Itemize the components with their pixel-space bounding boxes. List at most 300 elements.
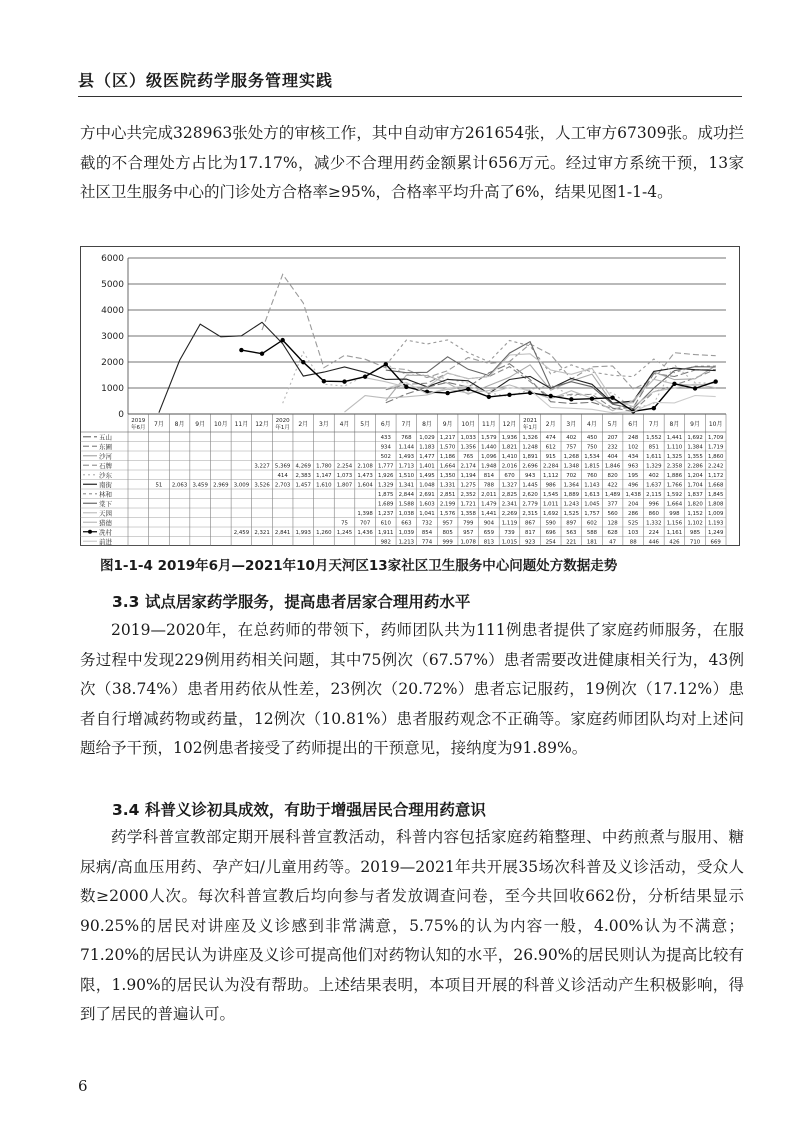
series-marker-冼村 (487, 395, 491, 399)
x-tick-label: 7月 (401, 421, 412, 428)
x-tick-label: 10月 (461, 421, 476, 428)
series-marker-冼村 (610, 395, 614, 399)
legend-label: 冼村 (99, 528, 112, 537)
data-label: 2,844 (398, 492, 415, 499)
series-marker-冼村 (466, 387, 470, 391)
data-label: 2,286 (687, 463, 703, 470)
data-label: 3,526 (254, 482, 270, 489)
data-label: 1,846 (604, 463, 621, 470)
data-label: 404 (607, 454, 618, 461)
y-tick-label: 0 (118, 410, 124, 420)
data-label: 1,410 (501, 454, 518, 461)
x-tick-label: 7月 (154, 421, 164, 428)
series-marker-冼村 (590, 397, 594, 401)
paragraph-2: 2019—2020年，在总药师的带领下，药师团队共为111例患者提供了家庭药师服务，在服务过程中发现229例用药相关问题，其中75例次（67.57%）患者需要改进健康相关行为，43例次（38.74%）患者用药依从性差，23例次（20.72%）患者忘记服药，19例次（17.12%）患者自行增减药物或药量，12例次（10.81%）患者服药观念不正确等。家庭药师团队均对上述问题给予干预，102例患者接受了药师提出的干预意见，接纳度为91.89%。 (80, 621, 744, 757)
x-tick-label: 3月 (318, 421, 329, 428)
data-label: 2,383 (295, 473, 311, 480)
y-tick-label: 1000 (101, 384, 124, 394)
data-label: 1,143 (584, 482, 600, 489)
data-label: 814 (483, 473, 495, 480)
data-label: 957 (463, 530, 474, 537)
data-label: 1,510 (398, 473, 415, 480)
x-tick-label: 年1月 (522, 425, 538, 431)
x-tick-label: 8月 (669, 421, 680, 428)
x-tick-label: 10月 (213, 421, 228, 428)
data-label: 760 (586, 473, 598, 480)
y-tick-label: 2000 (101, 358, 124, 368)
header-rule (78, 96, 742, 97)
data-label: 1,401 (419, 463, 435, 470)
data-label: 750 (586, 444, 598, 451)
data-label: 1,213 (398, 539, 415, 546)
data-label: 1,436 (357, 530, 373, 537)
paragraph-1: 方中心共完成328963张处方的审核工作，其中自动审方261654张，人工审方67309张。成功拦截的不合理处方占比为17.17%，减少不合理用药金额累计656万元。经过审方系统干预，13家社区卫生服务中心的门诊处方合格率≥95%，合格率平均升高了6%，结果见图1-1-4。 (80, 124, 744, 201)
data-label: 904 (483, 520, 495, 527)
data-label: 985 (689, 530, 701, 537)
data-label: 867 (524, 520, 536, 527)
data-label: 1,248 (522, 444, 538, 451)
data-label: 739 (504, 530, 515, 537)
data-label: 1,588 (398, 501, 415, 508)
data-label: 702 (566, 473, 577, 480)
data-label: 2,254 (336, 463, 353, 470)
x-tick-label: 2019 (131, 418, 146, 424)
data-label: 2,174 (460, 463, 476, 470)
data-label: 757 (566, 444, 577, 451)
data-label: 47 (609, 539, 617, 546)
data-label: 1,119 (501, 520, 518, 527)
series-marker-冼村 (549, 394, 553, 398)
data-label: 943 (524, 473, 536, 480)
data-label: 1,039 (398, 530, 415, 537)
x-tick-label: 9月 (690, 421, 700, 428)
data-label: 204 (628, 501, 639, 508)
data-label: 102 (628, 444, 639, 451)
series-marker-冼村 (693, 386, 697, 390)
data-label: 1,479 (481, 501, 497, 508)
legend-label: 棠下 (99, 500, 112, 508)
data-label: 805 (442, 530, 453, 537)
data-label: 669 (710, 539, 721, 546)
data-label: 286 (628, 511, 639, 518)
data-label: 1,604 (357, 482, 373, 489)
data-label: 1,356 (460, 444, 476, 451)
legend-label: 石牌 (99, 462, 112, 470)
data-label: 1,610 (316, 482, 332, 489)
data-label: 1,331 (439, 482, 456, 489)
data-label: 1,183 (419, 444, 435, 451)
data-label: 221 (566, 539, 577, 546)
data-label: 1,112 (543, 473, 559, 480)
data-label: 1,664 (439, 463, 456, 470)
data-label: 377 (607, 501, 618, 508)
x-tick-label: 5月 (360, 421, 371, 428)
data-label: 1,029 (419, 435, 435, 442)
data-label: 1,766 (666, 482, 683, 489)
legend-label: 天园 (99, 509, 112, 518)
data-label: 88 (629, 539, 637, 546)
data-label: 610 (380, 520, 391, 527)
data-label: 1,348 (563, 463, 580, 470)
data-label: 897 (566, 520, 577, 527)
data-label: 1,886 (666, 473, 683, 480)
data-label: 628 (607, 530, 618, 537)
data-label: 696 (545, 530, 556, 537)
data-label: 588 (586, 530, 598, 537)
data-label: 707 (359, 520, 371, 527)
series-marker-冼村 (507, 393, 511, 397)
data-label: 434 (628, 454, 639, 461)
data-label: 1,110 (666, 444, 683, 451)
x-tick-label: 7月 (648, 421, 659, 428)
data-label: 2,352 (460, 492, 476, 499)
data-label: 1,217 (439, 435, 456, 442)
data-label: 1,009 (707, 511, 724, 518)
data-label: 1,147 (316, 473, 332, 480)
data-label: 560 (607, 511, 618, 518)
data-label: 602 (586, 520, 598, 527)
data-label: 2,779 (522, 501, 538, 508)
data-label: 1,820 (687, 501, 703, 508)
series-marker-冼村 (260, 351, 264, 355)
data-label: 1,552 (646, 435, 662, 442)
x-tick-label: 3月 (566, 421, 577, 428)
data-label: 3,459 (192, 482, 208, 489)
data-label: 2,242 (707, 463, 724, 470)
x-tick-label: 年6月 (131, 425, 146, 431)
data-label: 3,009 (233, 482, 250, 489)
data-label: 710 (689, 539, 701, 546)
data-label: 224 (648, 530, 659, 537)
series-marker-冼村 (239, 348, 243, 352)
data-label: 1,534 (584, 454, 600, 461)
data-label: 670 (504, 473, 515, 480)
data-label: 1,489 (604, 492, 621, 499)
data-label: 1,926 (378, 473, 394, 480)
data-label: 496 (628, 482, 639, 489)
data-label: 1,329 (378, 482, 394, 489)
data-label: 1,477 (419, 454, 435, 461)
data-label: 854 (421, 530, 433, 537)
data-label: 402 (648, 473, 659, 480)
data-label: 934 (380, 444, 391, 451)
data-label: 1,358 (460, 511, 476, 518)
data-label: 2,825 (501, 492, 518, 499)
data-label: 1,757 (584, 511, 600, 518)
data-label: 1,441 (666, 435, 683, 442)
paragraph-3: 药学科普宣教部定期开展科普宣教活动，科普内容包括家庭药箱整理、中药煎煮与服用、糖尿病/高血压用药、孕产妇/儿童用药等。2019—2021年共开展35场次科普及义诊活动，受众人数≥2000人次。每次科普宣教后均向参与者发放调查问卷，至今共回收662份，分析结果显示90.25%的居民对讲座及义诊感到非常满意，5.75%的认为内容一般，4.00%认为不满意；71.20%的居民认为讲座及义诊可提高他们对药物认知的水平，26.90%的居民则认为提高比较有限，1.90%的居民认为没有帮助。上述结果表明，本项目开展的科普义诊活动产生积极影响，得到了居民的普遍认可。 (80, 828, 744, 1023)
data-label: 502 (380, 454, 391, 461)
x-tick-label: 11月 (482, 421, 496, 428)
y-tick-label: 3000 (101, 332, 124, 342)
series-marker-冼村 (569, 397, 573, 401)
legend-label: 沙河 (99, 452, 112, 461)
legend-label: 前进 (99, 538, 112, 546)
data-label: 1,398 (357, 511, 373, 518)
data-label: 2,269 (501, 511, 518, 518)
data-label: 2,199 (439, 501, 456, 508)
section-heading-3-4: 3.4 科普义诊初具成效，有助于增强居民合理用药意识 (112, 801, 486, 819)
data-label: 1,193 (707, 520, 724, 527)
data-label: 1,096 (481, 454, 497, 461)
series-marker-冼村 (713, 379, 717, 383)
data-label: 248 (628, 435, 639, 442)
data-label: 1,780 (316, 463, 332, 470)
data-label: 1,245 (336, 530, 353, 537)
data-label: 2,969 (213, 482, 229, 489)
data-label: 2,851 (439, 492, 456, 499)
data-label: 207 (607, 435, 618, 442)
data-label: 1,807 (336, 482, 353, 489)
legend-label: 东圃 (99, 443, 112, 451)
data-label: 1,156 (666, 520, 683, 527)
data-label: 1,891 (522, 454, 538, 461)
data-label: 75 (341, 520, 348, 527)
data-label: 1,364 (563, 482, 580, 489)
data-label: 1,329 (646, 463, 662, 470)
x-tick-label: 2020 (275, 418, 290, 424)
data-label: 2,108 (357, 463, 373, 470)
data-label: 2,341 (501, 501, 518, 508)
data-label: 1,668 (707, 482, 724, 489)
data-label: 851 (648, 444, 659, 451)
data-label: 2,284 (543, 463, 559, 470)
data-label: 860 (648, 511, 659, 518)
data-label: 1,936 (501, 435, 518, 442)
data-label: 1,033 (460, 435, 476, 442)
series-marker-冼村 (445, 391, 449, 395)
data-label: 1,441 (481, 511, 497, 518)
x-tick-label: 9月 (195, 421, 206, 428)
data-label: 1,689 (378, 501, 394, 508)
data-label: 1,808 (707, 501, 724, 508)
data-label: 1,326 (522, 435, 538, 442)
data-label: 1,243 (563, 501, 580, 508)
data-label: 996 (648, 501, 659, 508)
y-tick-label: 4000 (101, 306, 124, 316)
data-label: 433 (380, 435, 391, 442)
data-label: 1,493 (398, 454, 415, 461)
data-label: 1,249 (707, 530, 724, 537)
data-label: 474 (545, 435, 556, 442)
data-label: 1,152 (687, 511, 703, 518)
data-label: 1,341 (398, 482, 415, 489)
legend-label: 林和 (99, 490, 112, 499)
legend-label: 五山 (99, 433, 112, 442)
data-label: 1,576 (439, 511, 456, 518)
data-label: 957 (442, 520, 453, 527)
data-label: 1,777 (378, 463, 394, 470)
data-label: 2,063 (171, 482, 188, 489)
data-label: 446 (648, 539, 659, 546)
data-label: 2,321 (254, 530, 270, 537)
data-label: 732 (421, 520, 433, 527)
data-label: 1,473 (357, 473, 373, 480)
series-marker-冼村 (301, 360, 305, 364)
y-tick-label: 5000 (101, 280, 124, 290)
data-label: 1,102 (687, 520, 703, 527)
data-label: 1,815 (584, 463, 600, 470)
data-label: 1,327 (501, 482, 518, 489)
data-label: 103 (628, 530, 639, 537)
x-tick-label: 10月 (708, 421, 723, 428)
data-label: 1,045 (584, 501, 600, 508)
series-marker-冼村 (672, 382, 676, 386)
data-label: 426 (669, 539, 680, 546)
data-label: 768 (401, 435, 412, 442)
data-label: 1,860 (707, 454, 724, 461)
data-label: 3,227 (254, 463, 270, 470)
data-label: 663 (401, 520, 412, 527)
data-label: 4,269 (295, 463, 311, 470)
data-label: 1,495 (419, 473, 435, 480)
data-label: 986 (545, 482, 556, 489)
data-label: 813 (483, 539, 495, 546)
data-label: 1,948 (481, 463, 497, 470)
data-label: 195 (628, 473, 639, 480)
data-label: 1,038 (398, 511, 415, 518)
series-line-林和 (386, 340, 716, 377)
legend-label: 南街 (99, 481, 112, 489)
data-label: 1,172 (707, 473, 724, 480)
x-tick-label: 8月 (422, 421, 432, 428)
data-label: 1,275 (460, 482, 476, 489)
data-label: 2,115 (646, 492, 662, 499)
data-label: 1,237 (378, 511, 394, 518)
series-marker-冼村 (384, 362, 388, 366)
data-label: 1,875 (378, 492, 394, 499)
x-tick-label: 6月 (628, 421, 639, 428)
x-tick-label: 年1月 (275, 425, 290, 431)
x-tick-label: 11月 (234, 421, 249, 428)
data-label: 1,161 (666, 530, 683, 537)
data-label: 590 (545, 520, 556, 527)
section-heading-3-3: 3.3 试点居家药学服务，提高患者居家合理用药水平 (112, 593, 471, 611)
data-label: 1,268 (563, 454, 580, 461)
x-tick-label: 12月 (502, 421, 517, 428)
data-label: 1,384 (687, 444, 703, 451)
data-label: 1,332 (646, 520, 662, 527)
data-label: 1,545 (543, 492, 559, 499)
data-label: 2,016 (501, 463, 518, 470)
series-marker-冼村 (404, 385, 408, 389)
data-label: 1,186 (439, 454, 456, 461)
x-tick-label: 12月 (255, 421, 269, 428)
data-label: 2,459 (233, 530, 250, 537)
x-tick-label: 2021 (523, 418, 538, 424)
data-label: 788 (483, 482, 495, 489)
page-number: 6 (78, 1077, 88, 1095)
data-label: 450 (586, 435, 598, 442)
data-label: 799 (463, 520, 474, 527)
data-label: 1,445 (522, 482, 538, 489)
data-label: 998 (669, 511, 680, 518)
data-label: 982 (380, 539, 391, 546)
figure-caption: 图1-1-4 2019年6月—2021年10月天河区13家社区卫生服务中心问题处方数据走势 (100, 558, 618, 574)
data-label: 963 (628, 463, 639, 470)
data-label: 1,048 (419, 482, 435, 489)
data-label: 1,204 (687, 473, 703, 480)
data-label: 1,721 (460, 501, 476, 508)
y-tick-label: 6000 (101, 254, 124, 264)
data-label: 999 (442, 539, 453, 546)
data-label: 915 (545, 454, 556, 461)
x-tick-label: 9月 (442, 421, 453, 428)
data-label: 402 (566, 435, 577, 442)
data-label: 659 (483, 530, 495, 537)
data-label: 612 (545, 444, 556, 451)
legend-label: 猎德 (99, 519, 112, 527)
data-label: 1,350 (439, 473, 456, 480)
data-label: 254 (545, 539, 556, 546)
legend-marker-冼村 (88, 530, 92, 534)
data-label: 1,579 (481, 435, 497, 442)
x-tick-label: 5月 (607, 421, 618, 428)
data-label: 2,696 (522, 463, 538, 470)
x-tick-label: 4月 (587, 421, 597, 428)
data-label: 1,993 (295, 530, 311, 537)
running-header: 县（区）级医院药学服务管理实践 (78, 71, 334, 90)
data-label: 1,011 (543, 501, 559, 508)
data-label: 1,603 (419, 501, 435, 508)
data-label: 128 (607, 520, 618, 527)
data-label: 1,457 (295, 482, 311, 489)
data-label: 1,889 (563, 492, 580, 499)
data-label: 923 (524, 539, 536, 546)
data-label: 1,438 (625, 492, 641, 499)
data-label: 1,260 (316, 530, 332, 537)
data-label: 5,369 (274, 463, 291, 470)
series-marker-冼村 (652, 406, 656, 410)
data-label: 1,440 (481, 444, 497, 451)
data-label: 2,620 (522, 492, 538, 499)
figure-1-1-4 (80, 246, 740, 546)
data-label: 51 (155, 482, 163, 489)
data-label: 765 (463, 454, 474, 461)
data-label: 181 (586, 539, 598, 546)
data-label: 232 (607, 444, 618, 451)
data-label: 1,613 (584, 492, 600, 499)
data-label: 1,637 (646, 482, 662, 489)
legend-label: 沙东 (99, 471, 112, 480)
data-label: 1,611 (646, 454, 662, 461)
data-label: 774 (421, 539, 433, 546)
problem-prescription-chart (80, 246, 740, 546)
data-label: 1,709 (707, 435, 724, 442)
data-label: 1,692 (543, 511, 559, 518)
x-tick-label: 2月 (298, 421, 309, 428)
data-label: 563 (566, 530, 577, 537)
series-marker-冼村 (280, 338, 284, 342)
data-label: 1,592 (666, 492, 683, 499)
data-label: 1,144 (398, 444, 415, 451)
series-marker-冼村 (322, 379, 326, 383)
x-tick-label: 8月 (174, 421, 185, 428)
data-label: 1,525 (563, 511, 580, 518)
data-label: 1,692 (687, 435, 703, 442)
data-label: 1,704 (687, 482, 703, 489)
data-label: 1,041 (419, 511, 435, 518)
x-tick-label: 2月 (545, 421, 556, 428)
data-label: 525 (628, 520, 639, 527)
series-line-石牌 (262, 274, 716, 389)
series-marker-冼村 (342, 379, 346, 383)
data-label: 1,355 (687, 454, 703, 461)
data-label: 820 (607, 473, 618, 480)
x-tick-label: 4月 (339, 421, 350, 428)
data-label: 1,911 (378, 530, 394, 537)
series-marker-冼村 (363, 374, 367, 378)
